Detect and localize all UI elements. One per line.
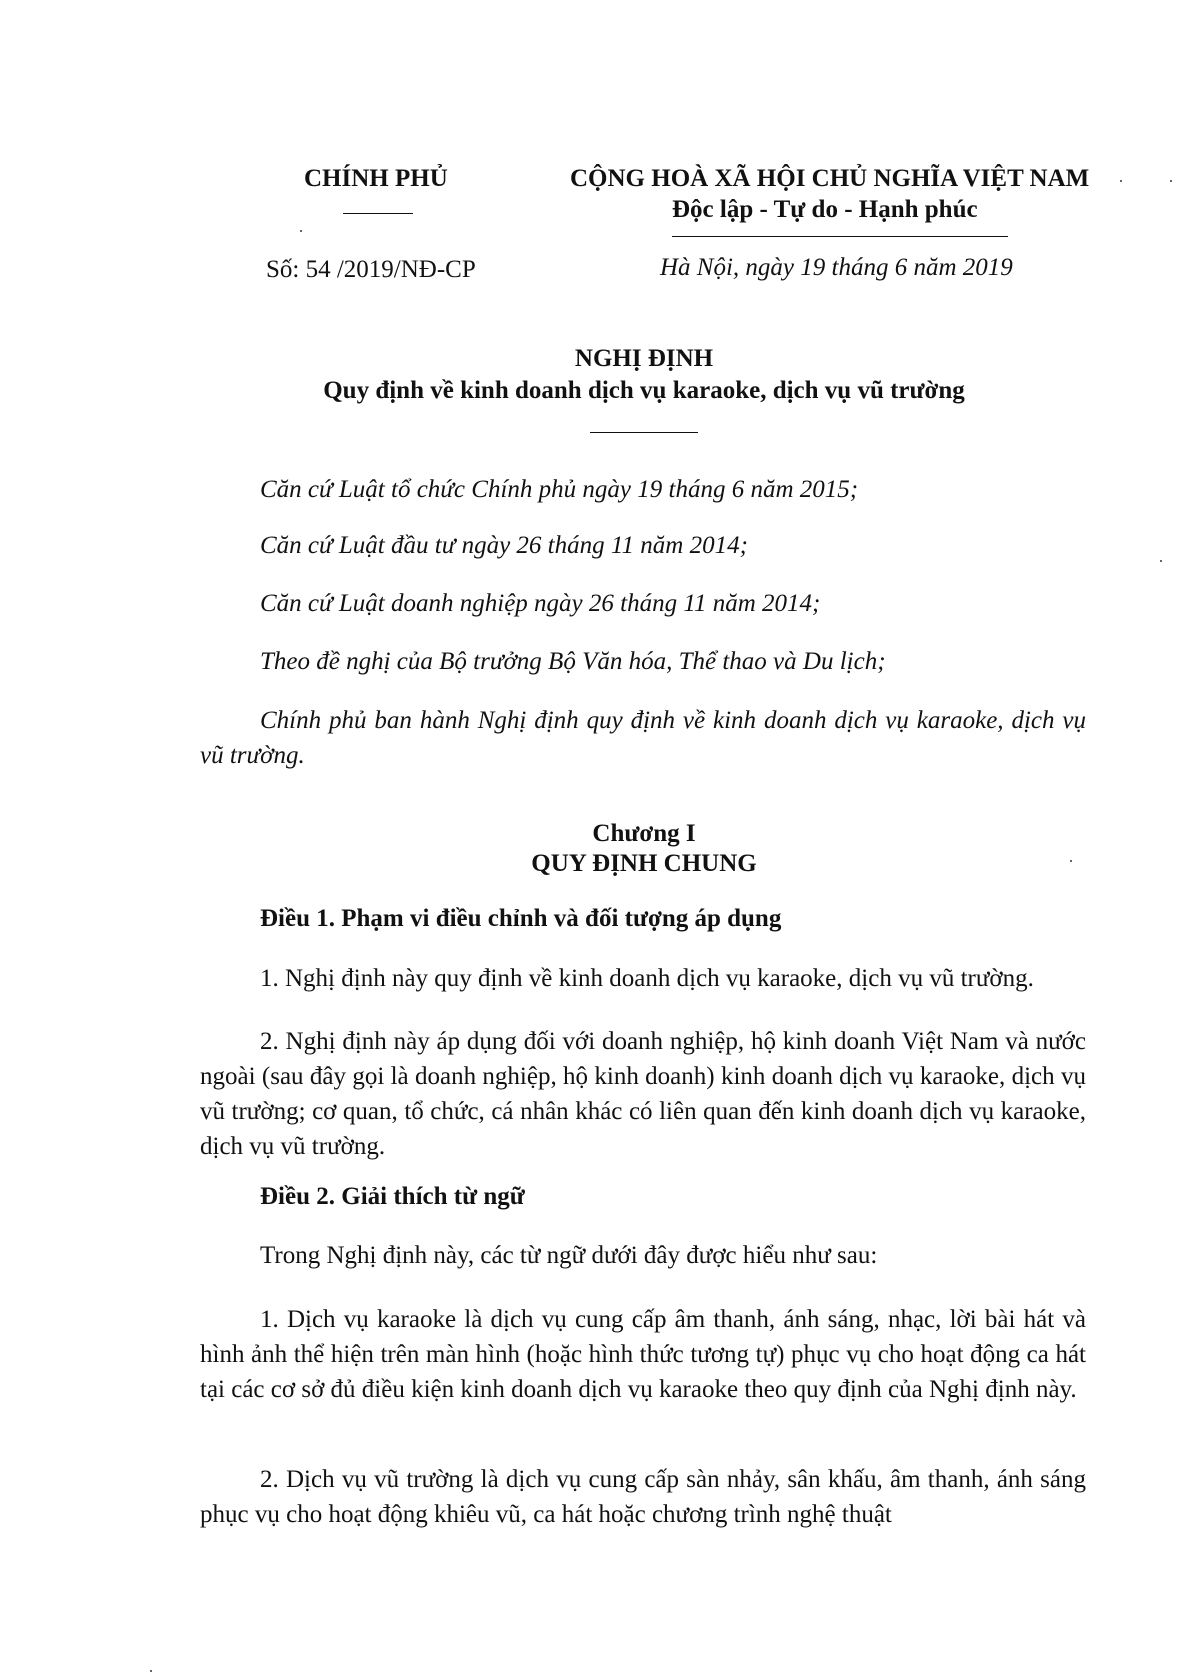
article-1-clause-1: 1. Nghị định này quy định về kinh doanh dịch vụ karaoke, dịch vụ vũ trường. bbox=[260, 965, 1034, 992]
document-number: Số: 54 /2019/NĐ-CP bbox=[266, 256, 476, 283]
preamble-line: Căn cứ Luật doanh nghiệp ngày 26 tháng 11 năm 2014; bbox=[260, 590, 821, 617]
preamble-line: Căn cứ Luật tổ chức Chính phủ ngày 19 tháng 6 năm 2015; bbox=[260, 476, 859, 503]
article-2-clause-1: 1. Dịch vụ karaoke là dịch vụ cung cấp âm thanh, ánh sáng, nhạc, lời bài hát và hình ảnh thể hiện trên màn hình (hoặc hình thức tương tự) phục vụ cho hoạt động ca hát tại các cơ sở đủ điều kiện kinh doanh dịch vụ karaoke theo quy định của Nghị định này. bbox=[200, 1306, 1086, 1403]
scan-speck bbox=[300, 230, 302, 232]
issuing-agency: CHÍNH PHỦ bbox=[304, 165, 448, 192]
nation-name: CỘNG HOÀ XÃ HỘI CHỦ NGHĨA VIỆT NAM bbox=[570, 165, 1090, 192]
agency-underline bbox=[343, 213, 413, 214]
motto-underline bbox=[672, 236, 1008, 237]
scan-speck bbox=[150, 1670, 152, 1672]
preamble-line: Căn cứ Luật đầu tư ngày 26 tháng 11 năm 2014; bbox=[260, 532, 748, 559]
article-2-intro: Trong Nghị định này, các từ ngữ dưới đây được hiểu như sau: bbox=[260, 1242, 878, 1269]
chapter-number: Chương I bbox=[592, 820, 696, 847]
scan-speck bbox=[1120, 180, 1122, 182]
chapter-name: QUY ĐỊNH CHUNG bbox=[531, 850, 757, 877]
article-2-clause-2: 2. Dịch vụ vũ trường là dịch vụ cung cấp sàn nhảy, sân khấu, âm thanh, ánh sáng phục vụ cho hoạt động khiêu vũ, ca hát hoặc chương trình nghệ thuật bbox=[200, 1466, 1086, 1528]
preamble-line: Theo đề nghị của Bộ trưởng Bộ Văn hóa, Thể thao và Du lịch; bbox=[260, 648, 886, 675]
place-and-date: Hà Nội, ngày 19 tháng 6 năm 2019 bbox=[660, 254, 1013, 281]
article-1-clause-2: 2. Nghị định này áp dụng đối với doanh nghiệp, hộ kinh doanh Việt Nam và nước ngoài (sau đây gọi là doanh nghiệp, hộ kinh doanh) kinh doanh dịch vụ karaoke, dịch vụ vũ trường; cơ quan, tổ chức, cá nhân khác có liên quan đến kinh doanh dịch vụ karaoke, dịch vụ vũ trường. bbox=[200, 1028, 1086, 1160]
scan-speck bbox=[1160, 560, 1162, 562]
preamble-enactment: Chính phủ ban hành Nghị định quy định về kinh doanh dịch vụ karaoke, dịch vụ vũ trường. bbox=[200, 707, 1086, 769]
document-subject: Quy định về kinh doanh dịch vụ karaoke, dịch vụ vũ trường bbox=[323, 377, 965, 404]
national-motto: Độc lập - Tự do - Hạnh phúc bbox=[672, 196, 978, 223]
document-type: NGHỊ ĐỊNH bbox=[574, 345, 714, 372]
scan-speck bbox=[1070, 860, 1072, 862]
article-1-heading: Điều 1. Phạm vi điều chỉnh và đối tượng áp dụng bbox=[260, 905, 782, 932]
article-2-heading: Điều 2. Giải thích từ ngữ bbox=[260, 1183, 525, 1210]
scan-speck bbox=[1170, 180, 1172, 182]
title-underline bbox=[590, 432, 698, 433]
